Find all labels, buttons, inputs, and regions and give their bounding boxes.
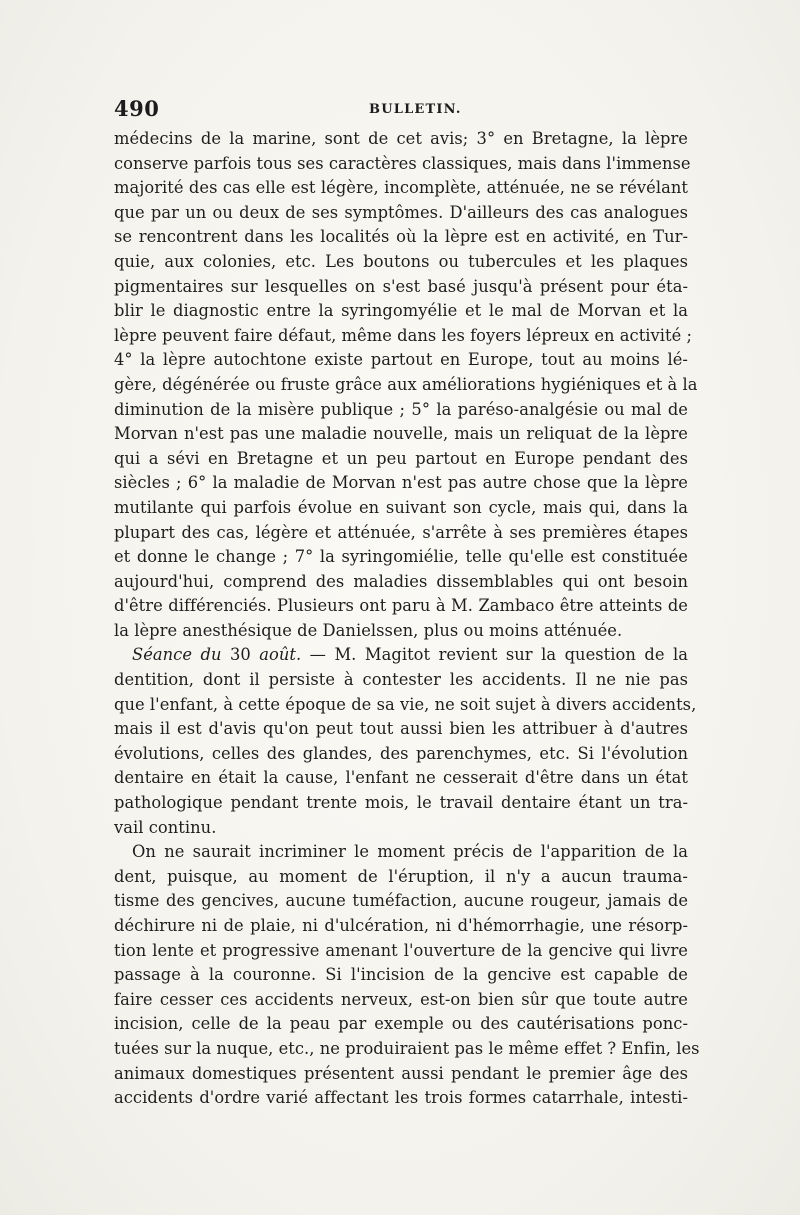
text-line: se rencontrent dans les localités où la lèpre est en activité, en Tur- [114, 227, 688, 247]
text-line: tuées sur la nuque, etc., ne produiraient pas le même effet ? Enfin, les [114, 1038, 700, 1058]
text-line: médecins de la marine, sont de cet avis; 3° en Bretagne, la lèpre [114, 129, 688, 148]
body-text [114, 127, 700, 1111]
text-line: passage à la couronne. Si l'incision de la gencive est capable de [114, 965, 688, 985]
text-line: tion lente et progressive amenant l'ouverture de la gencive qui livre [114, 940, 688, 960]
session-first-line: — M. Magitot revient sur la question de la [301, 645, 688, 665]
text-line: tisme des gencives, aucune tuméfaction, aucune rougeur, jamais de [114, 891, 688, 911]
running-head: BULLETIN. [369, 102, 462, 117]
text-line: que par un ou deux de ses symptômes. D'ailleurs des cas analogues [114, 202, 688, 222]
text-line: 4° la lèpre autochtone existe partout en Europe, tout au moins lé- [114, 350, 688, 370]
text-line: pigmentaires sur lesquelles on s'est basé jusqu'à présent pour éta- [114, 276, 688, 296]
session-label: Séance du [132, 645, 222, 665]
text-line: incision, celle de la peau par exemple ou des cautérisations ponc- [114, 1014, 688, 1034]
text-line: lèpre peuvent faire défaut, même dans les foyers lépreux en activité ; [114, 325, 693, 345]
text-line: gère, dégénérée ou fruste grâce aux améliorations hygiéniques et à la [114, 374, 698, 394]
text-line: mutilante qui parfois évolue en suivant son cycle, mais qui, dans la [114, 497, 688, 517]
text-line: déchirure ni de plaie, ni d'ulcération, ni d'hémorrhagie, une résorp- [114, 916, 688, 935]
session-day: 30 [221, 645, 260, 665]
paragraph-3 [114, 840, 700, 1111]
page-number: 490 [114, 96, 160, 121]
text-line: accidents d'ordre varié affectant les trois formes catarrhale, intesti- [114, 1088, 688, 1108]
text-line: pathologique pendant trente mois, le travail dentaire étant un tra- [114, 793, 688, 813]
text-line: qui a sévi en Bretagne et un peu partout en Europe pendant des [114, 448, 688, 468]
paragraph-1 [114, 127, 698, 643]
text-line: dent, puisque, au moment de l'éruption, il n'y a aucun trauma- [114, 866, 688, 886]
text-line: faire cesser ces accidents nerveux, est-on bien sûr que toute autre [114, 989, 688, 1009]
text-line: blir le diagnostic entre la syringomyélie et le mal de Morvan et la [114, 301, 688, 321]
text-line: la lèpre anesthésique de Danielssen, plus ou moins atténuée. [114, 620, 623, 640]
text-line: conserve parfois tous ses caractères classiques, mais dans l'immense [114, 153, 691, 173]
session-heading-line [114, 643, 688, 668]
text-line: quie, aux colonies, etc. Les boutons ou tubercules et les plaques [114, 251, 688, 271]
text-line: Morvan n'est pas une maladie nouvelle, mais un reliquat de la lèpre [114, 424, 688, 444]
text-line: vail continu. [114, 817, 217, 837]
text-line: animaux domestiques présentent aussi pendant le premier âge des [114, 1063, 688, 1083]
text-line: siècles ; 6° la maladie de Morvan n'est pas autre chose que la lèpre [114, 473, 688, 493]
text-line: aujourd'hui, comprend des maladies dissemblables qui ont besoin [114, 571, 688, 591]
text-line: majorité des cas elle est légère, incomplète, atténuée, ne se révélant [114, 178, 688, 198]
text-line: On ne saurait incriminer le moment précis de l'apparition de la [132, 842, 688, 862]
text-line: et donne le change ; 7° la syringomiélie, telle qu'elle est constituée [114, 547, 688, 567]
text-line: que l'enfant, à cette époque de sa vie, ne soit sujet à divers accidents, [114, 694, 697, 714]
text-line: diminution de la misère publique ; 5° la paréso-analgésie ou mal de [114, 399, 688, 419]
text-line: évolutions, celles des glandes, des parenchymes, etc. Si l'évolution [114, 743, 688, 763]
session-month: août. [259, 645, 302, 665]
text-line: plupart des cas, légère et atténuée, s'arrête à ses premières étapes [114, 522, 688, 542]
paragraph-2 [114, 643, 697, 840]
text-line: dentaire en était la cause, l'enfant ne cesserait d'être dans un état [114, 768, 688, 788]
text-line: dentition, dont il persiste à contester les accidents. Il ne nie pas [114, 670, 688, 690]
text-line: mais il est d'avis qu'on peut tout aussi bien les attribuer à d'autres [114, 719, 688, 739]
page-header [114, 96, 694, 126]
text-line: d'être différenciés. Plusieurs ont paru à M. Zambaco être atteints de [114, 596, 688, 616]
